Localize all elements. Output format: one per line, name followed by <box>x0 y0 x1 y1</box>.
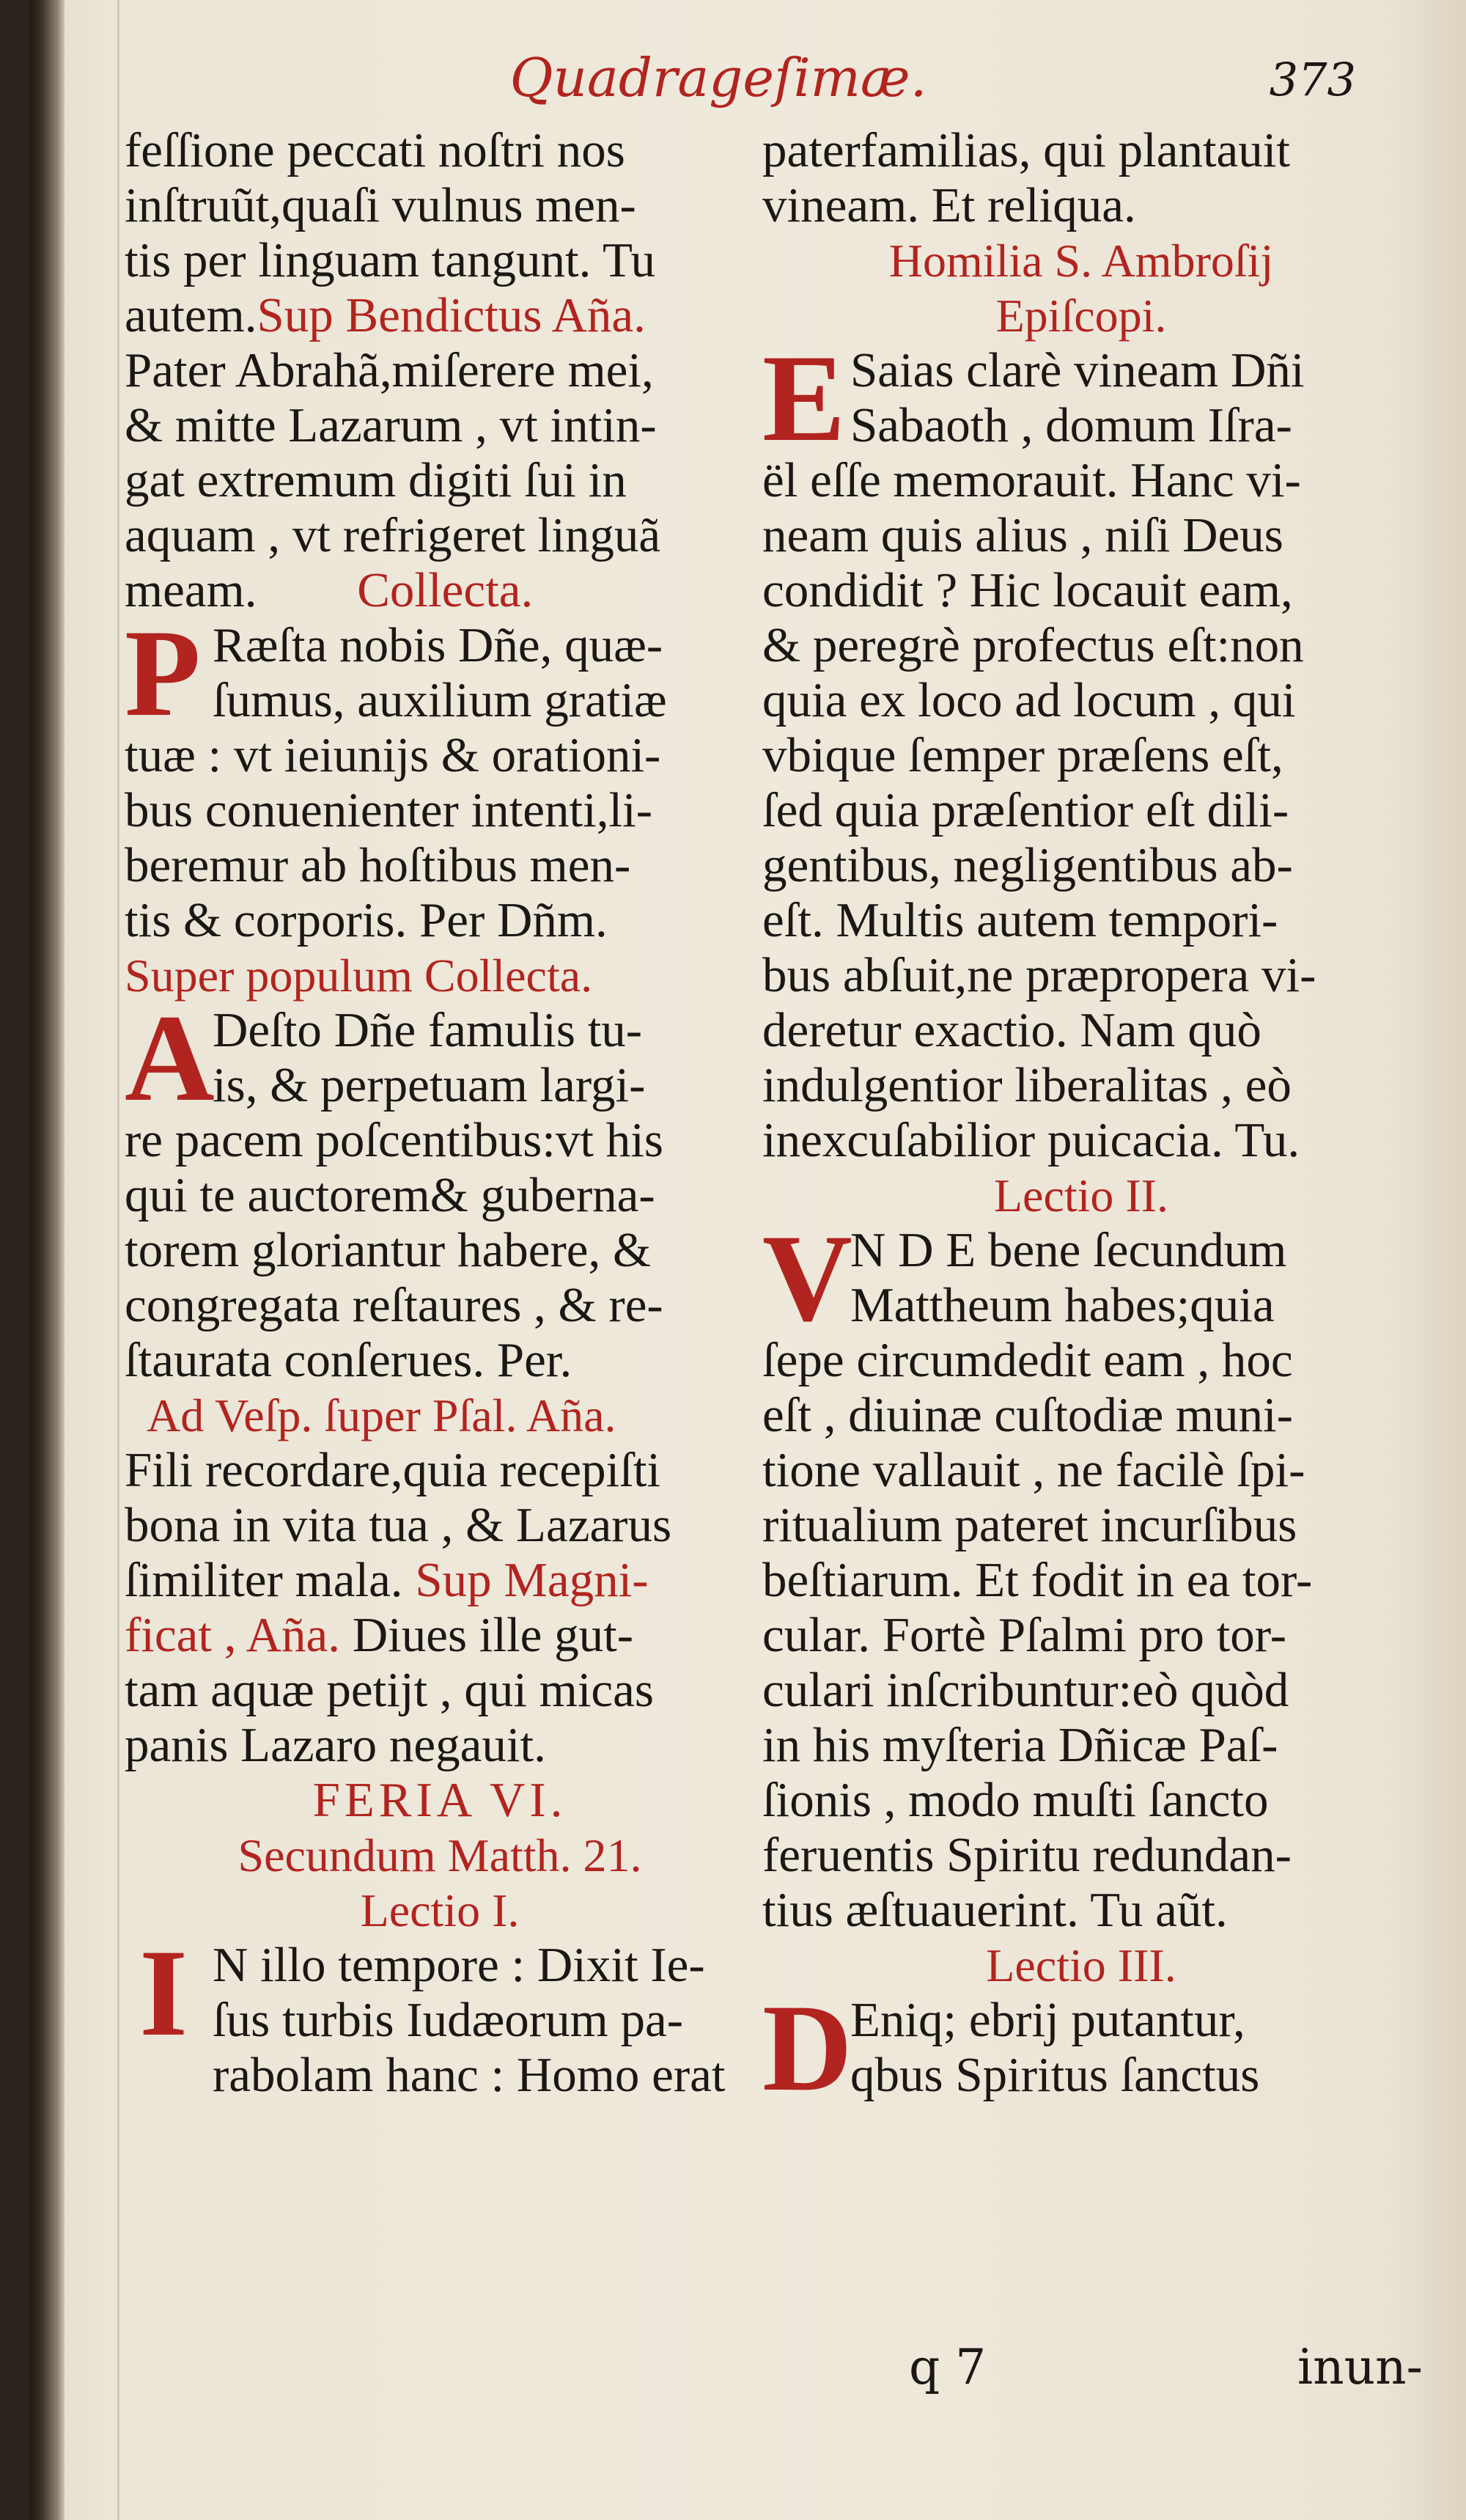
text-fragment: meam. <box>125 563 257 617</box>
rubric-magnificat: Sup Magni- <box>415 1553 649 1607</box>
lectio-ii-block <box>762 1209 1400 1938</box>
text-line: tuæ : vt ieiunijs & orationi- <box>125 728 661 782</box>
text-line: tius æſtuauerint. Tu aũt. <box>762 1883 1228 1937</box>
text-fragment: autem. <box>125 288 257 342</box>
rubric-collecta: Collecta. <box>357 563 534 617</box>
signature-mark: q 7 <box>909 2339 987 2395</box>
drop-capital: E <box>762 329 846 467</box>
text-line: tam aquæ petijt , qui micas <box>125 1663 654 1717</box>
section-heading: Ad Veſp. ſuper Pſal. Aña. <box>147 1389 616 1441</box>
text-line <box>125 1553 755 1608</box>
text-line: indulgentior liberalitas , eò <box>762 1058 1292 1112</box>
text-line: beſtiarum. Et fodit in ea tor- <box>762 1553 1313 1607</box>
text-line: bus abſuit,ne præpropera vi- <box>762 948 1316 1002</box>
text-line: congregata reſtaures , & re- <box>125 1278 663 1332</box>
book-binding <box>29 0 65 2520</box>
text-line: aquam , vt refrigeret linguã <box>125 508 661 562</box>
lectio-heading: Lectio II. <box>993 1169 1169 1222</box>
text-line: deretur exactio. Nam quò <box>762 1003 1261 1057</box>
homilia-heading: Homilia S. Ambroſij <box>888 235 1274 287</box>
text-line: Ræſta nobis Dñe, quæ- <box>213 618 663 672</box>
text-line: neam quis alius , niſi Deus <box>762 508 1283 562</box>
text-line: eſt , diuinæ cuſtodiæ muni- <box>762 1388 1293 1442</box>
text-line: N D E bene ſecundum <box>850 1223 1287 1277</box>
text-line: inexcuſabilior puicacia. Tu. <box>762 1113 1300 1167</box>
lectio-iii-block <box>762 1979 1400 2117</box>
text-line: ſus turbis Iudæorum pa- <box>213 1993 684 2047</box>
text-line: cular. Fortè Pſalmi pro tor- <box>762 1608 1287 1662</box>
text-line: N illo tempore : Dixit Ie- <box>213 1938 705 1992</box>
homilia-block <box>762 329 1400 1168</box>
lectio-heading: Lectio I. <box>360 1884 520 1936</box>
text-line: Fili recordare,quia recepiſti <box>125 1443 661 1497</box>
text-line: vineam. Et reliqua. <box>762 178 1136 232</box>
text-line: ſed quia præſentior eſt dili- <box>762 783 1289 837</box>
text-line: rabolam hanc : Homo erat <box>213 2048 726 2102</box>
text-line: Saias clarè vineam Dñi <box>850 343 1305 397</box>
text-line: gat extremum digiti ſui in <box>125 453 627 507</box>
text-line: is, & perpetuam largi- <box>213 1058 646 1112</box>
text-line: inſtruũt,quaſi vulnus men- <box>125 178 636 232</box>
text-fragment: Diues ille gut- <box>352 1608 634 1662</box>
text-line <box>125 1608 755 1663</box>
text-line: Deſto Dñe famulis tu- <box>213 1003 643 1057</box>
text-line: torem gloriantur habere, & <box>125 1223 652 1277</box>
text-line: ſtaurata conſerues. Per. <box>125 1333 572 1387</box>
text-line: Pater Abrahã,miſerere mei, <box>125 343 654 397</box>
text-line: ël eſſe memorauit. Hanc vi- <box>762 453 1301 507</box>
text-line: condidit ? Hic locauit eam, <box>762 563 1293 617</box>
rubric-benedictus-antiphon: Sup Bendictus Aña. <box>257 288 646 342</box>
text-line <box>125 288 755 343</box>
gospel-heading: Secundum Matth. 21. <box>237 1829 642 1881</box>
text-line: culari inſcribuntur:eò quòd <box>762 1663 1289 1717</box>
book-page <box>29 0 1466 2520</box>
text-line: qui te auctorem& guberna- <box>125 1168 655 1222</box>
text-line: beremur ab hoſtibus men- <box>125 838 631 892</box>
right-column <box>762 123 1400 2117</box>
text-line: panis Lazaro negauit. <box>125 1718 546 1772</box>
drop-capital: A <box>125 989 215 1127</box>
text-line: tis per linguam tangunt. Tu <box>125 233 656 287</box>
text-line: paterfamilias, qui plantauit <box>762 123 1291 177</box>
rubric-magnificat-antiphon: ficat , Aña. <box>125 1608 340 1662</box>
text-line: bona in vita tua , & Lazarus <box>125 1498 672 1552</box>
page-fold <box>117 0 119 2520</box>
left-column <box>125 123 755 2103</box>
page-number: 373 <box>1269 53 1356 106</box>
drop-capital: I <box>139 1924 188 2062</box>
text-line: ritualium pateret incurſibus <box>762 1498 1297 1552</box>
section-heading: Super populum Collecta. <box>125 949 593 1002</box>
text-line: ſumus, auxilium gratiæ <box>213 673 667 727</box>
text-line: in his myſteria Dñicæ Paſ- <box>762 1718 1278 1772</box>
drop-capital: D <box>762 1979 852 2117</box>
drop-capital: V <box>762 1209 852 1347</box>
text-line: bus conuenienter intenti,li- <box>125 783 653 837</box>
text-line: tis & corporis. Per Dñm. <box>125 893 608 947</box>
text-fragment: ſimiliter mala. <box>125 1553 403 1607</box>
text-line: feſſione peccati noſtri nos <box>125 123 625 177</box>
text-line: ſepe circumdedit eam , hoc <box>762 1333 1293 1387</box>
text-line: feruentis Spiritu redundan- <box>762 1828 1292 1882</box>
text-line: re pacem poſcentibus:vt his <box>125 1113 663 1167</box>
text-line: ſionis , modo muſti ſancto <box>762 1773 1269 1827</box>
running-header: Quadrageſimæ. <box>509 47 927 109</box>
text-line: Sabaoth , domum Iſra- <box>850 398 1292 452</box>
super-populum-block <box>125 989 755 1388</box>
lectio-heading: Lectio III. <box>986 1939 1176 1991</box>
text-line <box>125 563 755 618</box>
lectio-i-block <box>125 1924 755 2103</box>
catchword: inun- <box>1297 2339 1423 2395</box>
text-line: Mattheum habes;quia <box>850 1278 1275 1332</box>
text-line: & peregrè profectus eſt:non <box>762 618 1304 672</box>
drop-capital: P <box>125 604 201 742</box>
text-line: vbique ſemper præſens eſt, <box>762 728 1283 782</box>
text-line: tione vallauit , ne facilè ſpi- <box>762 1443 1305 1497</box>
text-line: eſt. Multis autem tempori- <box>762 893 1278 947</box>
text-line: & mitte Lazarum , vt intin- <box>125 398 657 452</box>
feria-heading: FERIA VI. <box>312 1773 567 1827</box>
collecta-block <box>125 604 755 948</box>
text-line: Eniq; ebrij putantur, <box>850 1993 1245 2047</box>
text-line: quia ex loco ad locum , qui <box>762 673 1296 727</box>
text-line: qbus Spiritus ſanctus <box>850 2048 1260 2102</box>
text-line: gentibus, negligentibus ab- <box>762 838 1293 892</box>
episcopi-heading: Epiſcopi. <box>995 290 1167 342</box>
